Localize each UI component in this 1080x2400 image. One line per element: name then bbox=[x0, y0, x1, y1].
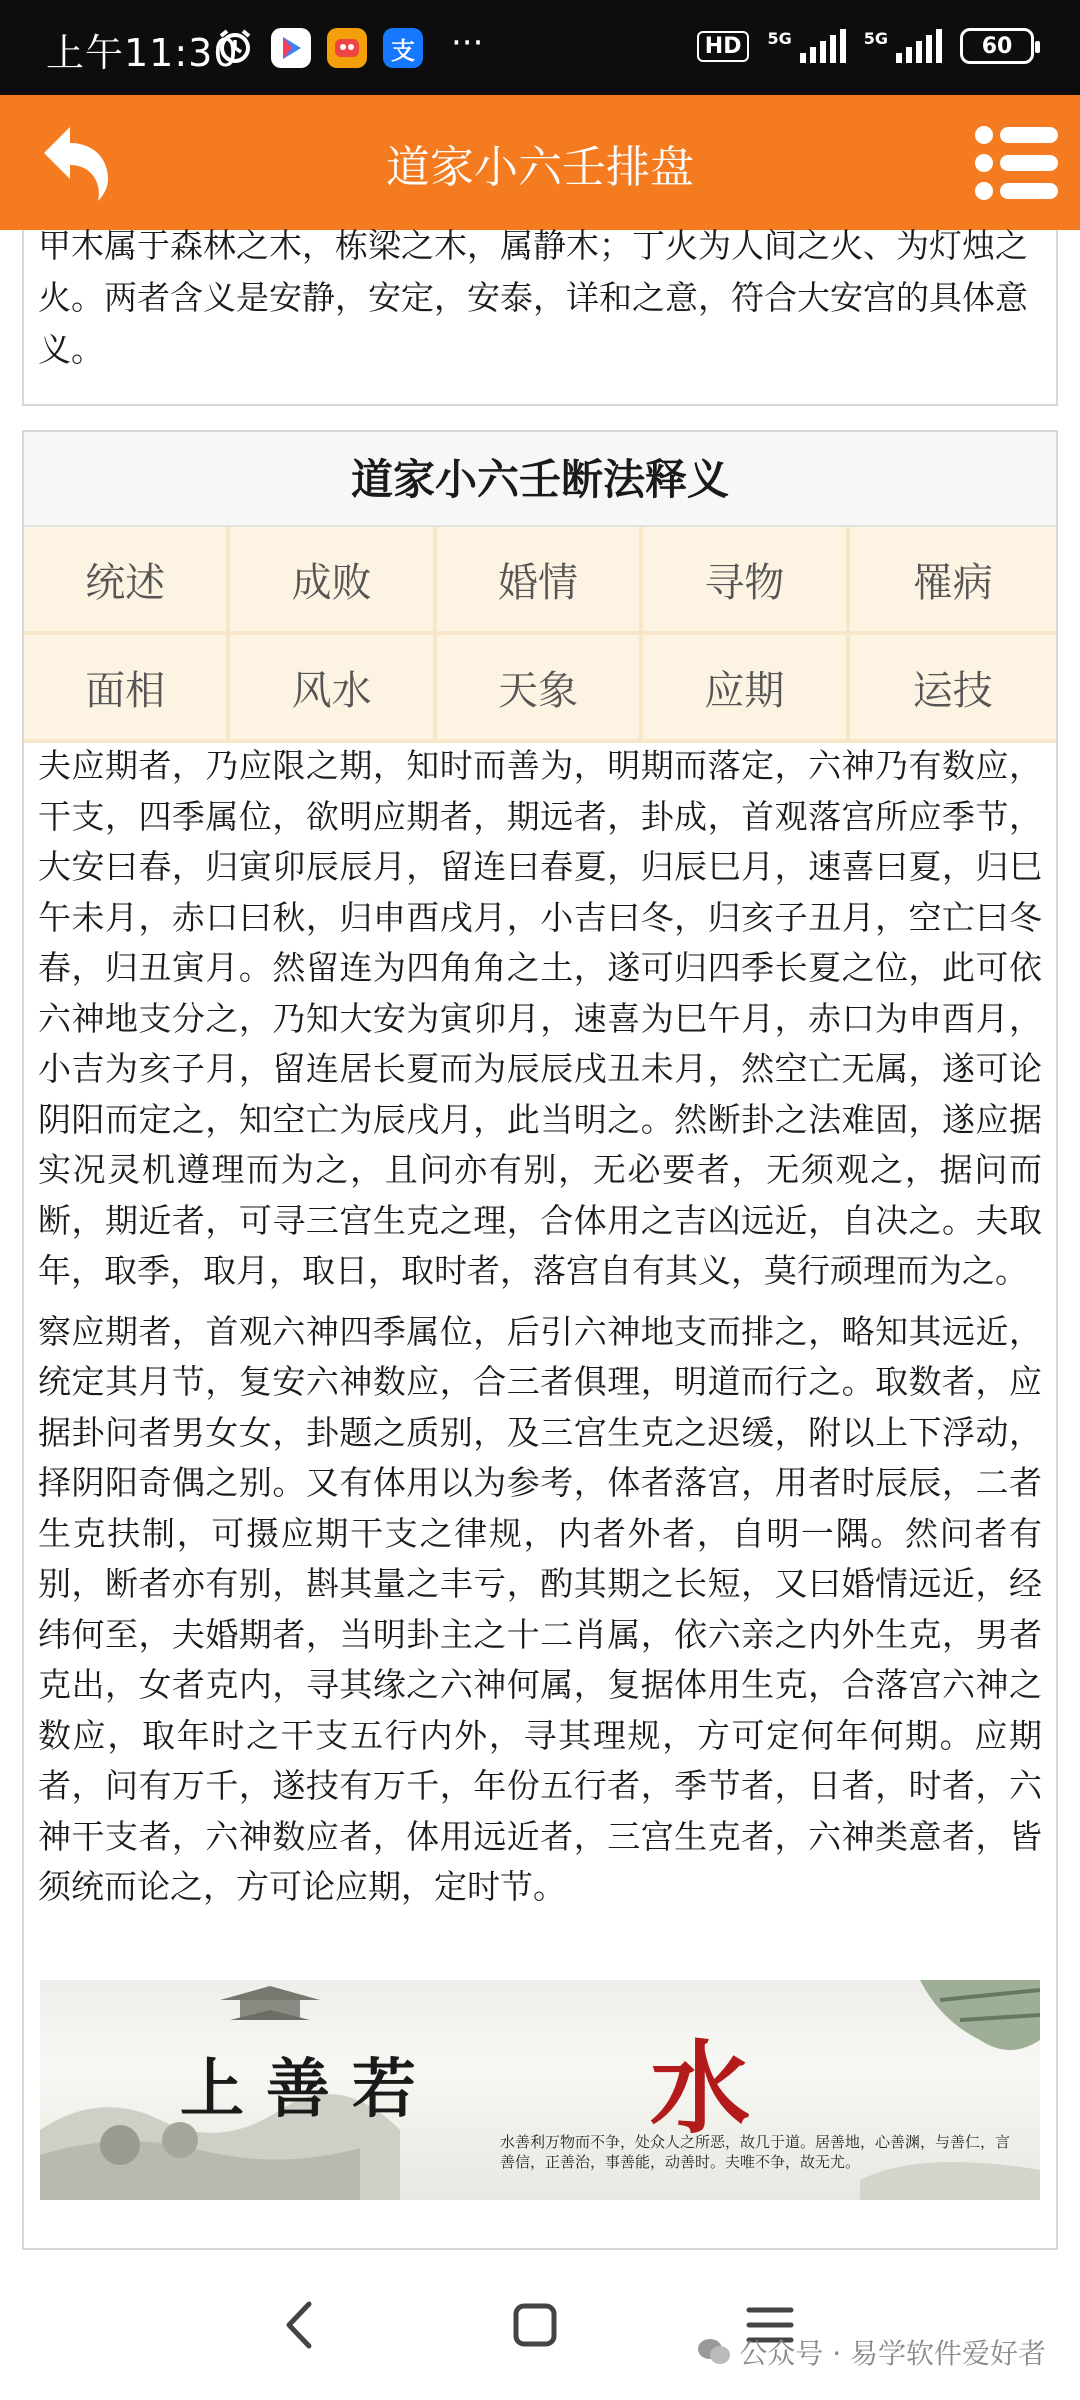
banner-red-character: 水 bbox=[650, 2029, 750, 2147]
tab-illness[interactable]: 罹病 bbox=[850, 527, 1056, 635]
status-bar bbox=[0, 0, 1080, 95]
alarm-icon bbox=[215, 26, 255, 70]
system-nav-bar bbox=[0, 2250, 1080, 2400]
previous-card bbox=[22, 226, 1058, 406]
tab-lost-items[interactable]: 寻物 bbox=[643, 527, 849, 635]
interpretation-card bbox=[22, 430, 1058, 2250]
notification-icons bbox=[215, 23, 484, 70]
status-time: 上午11:30 bbox=[46, 31, 239, 75]
app-header bbox=[0, 95, 1080, 230]
tab-timing[interactable]: 应期 bbox=[643, 635, 849, 743]
tab-fortune[interactable]: 运技 bbox=[850, 635, 1056, 743]
previous-card-text: 甲木属于森林之木，栋梁之木，属静木；丁火为人间之火、为灯烛之火。两者含义是安静，安定，安泰，详和之意，符合大安宫的具体意义。 bbox=[38, 226, 1028, 369]
banner-calligraphy-text: 上善若 bbox=[180, 2052, 438, 2127]
tab-weather[interactable]: 天象 bbox=[437, 635, 643, 743]
watermark bbox=[697, 2332, 1046, 2372]
paragraph-1: 夫应期者，乃应限之期，知时而善为，明期而落定，六神乃有数应，干支，四季属位，欲明应期者，期远者，卦成，首观落宫所应季节，大安曰春，归寅卯辰辰月，留连曰春夏，归辰巳月，速喜曰夏，归巳午未月，赤口曰秋，归申酉戌月，小吉曰冬，归亥子丑月，空亡曰冬春，归丑寅月。然留连为四角角之土，遂可归四季长夏之位，此可依六神地支分之，乃知大安为寅卯月，速喜为巳午月，赤口为申酉月，小吉为亥子月，留连居长夏而为辰辰戌丑未月，然空亡无属，遂可论阴阳而定之，知空亡为辰戌月，此当明之。然断卦之法难固，遂应据实况灵机遵理而为之，且问亦有别，无必要者，无须观之，据问而断，期近者，可寻三宫生克之理，合体用之吉凶远近，自决之。夫取年，取季，取月，取日，取时者，落宫自有其义，莫行顽理而为之。 bbox=[38, 746, 1042, 1290]
more-notifications-icon: ··· bbox=[451, 23, 484, 63]
calligraphy-banner bbox=[40, 1980, 1040, 2200]
hd-icon: HD bbox=[697, 31, 750, 62]
battery-icon: 60 bbox=[960, 28, 1034, 64]
watermark-text: 公众号 · 易学软件爱好者 bbox=[739, 2337, 1046, 2370]
tab-success[interactable]: 成败 bbox=[230, 527, 436, 635]
signal-icon-2: 5G bbox=[864, 29, 942, 63]
nav-back-button[interactable] bbox=[265, 2290, 335, 2360]
tab-marriage[interactable]: 婚情 bbox=[437, 527, 643, 635]
topic-tabs bbox=[24, 527, 1056, 743]
play-app-icon bbox=[271, 28, 311, 68]
nav-home-button[interactable] bbox=[500, 2290, 570, 2360]
tab-physiognomy[interactable]: 面相 bbox=[24, 635, 230, 743]
article-body bbox=[24, 741, 1056, 1913]
game-app-icon bbox=[327, 28, 367, 68]
menu-list-icon bbox=[974, 123, 1062, 203]
nav-home-icon bbox=[500, 2290, 570, 2360]
alipay-icon: 支 bbox=[383, 28, 423, 68]
section-title: 道家小六壬断法释义 bbox=[24, 432, 1056, 527]
signal-icon-1: 5G bbox=[767, 29, 845, 63]
menu-button[interactable] bbox=[974, 123, 1062, 203]
tab-fengshui[interactable]: 风水 bbox=[230, 635, 436, 743]
nav-back-icon bbox=[265, 2290, 335, 2360]
banner-quote: 水善利万物而不争，处众人之所恶，故几于道。居善地，心善渊，与善仁，言善信，正善治，事善能，动善时。夫唯不争，故无尤。 bbox=[500, 2133, 1011, 2171]
page-title: 道家小六壬排盘 bbox=[386, 142, 694, 193]
wechat-icon bbox=[697, 2337, 731, 2367]
status-right bbox=[697, 28, 1034, 64]
tab-overview[interactable]: 统述 bbox=[24, 527, 230, 635]
paragraph-2: 察应期者，首观六神四季属位，后引六神地支而排之，略知其远近，统定其月节，复安六神数应，合三者俱理，明道而行之。取数者，应据卦问者男女女，卦题之质别，及三宫生克之迟缓，附以上下浮动，择阴阳奇偶之别。又有体用以为参考，体者落宫，用者时辰辰，二者生克扶制，可摄应期干支之律规，内者外者，自明一隅。然问者有别，断者亦有别，斟其量之丰亏，酌其期之长短，又曰婚情远近，经纬何至，夫婚期者，当明卦主之十二肖属，依六亲之内外生克，男者克出，女者克内，寻其缘之六神何属，复据体用生克，合落宫六神之数应，取年时之干支五行内外，寻其理规，方可定何年何期。应期者，问有万千，遂技有万千，年份五行者，季节者，日者，时者，六神干支者，六神数应者，体用远近者，三宫生克者，六神类意者，皆须统而论之，方可论应期，定时节。 bbox=[38, 1311, 1042, 1906]
